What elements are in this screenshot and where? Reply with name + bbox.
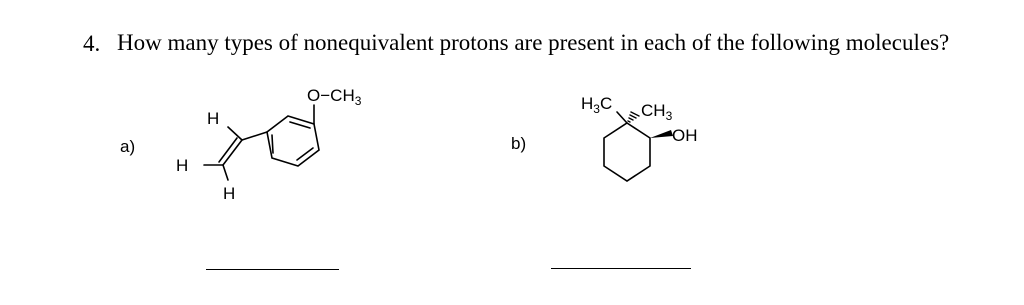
methyl-bond-left (617, 112, 627, 123)
molecule-b-structure (570, 88, 750, 198)
molecule-a-structure (160, 78, 400, 208)
methoxy-label: $O-CH_3$ (307, 86, 362, 108)
atom-h-bottom: H (223, 184, 236, 203)
h3c-label: $H_3C$ (581, 94, 613, 116)
vinyl-bond-h-top (228, 127, 242, 140)
vinyl-attach-bond (242, 132, 267, 140)
oh-label: OH (672, 126, 698, 145)
ring-double-bond-2 (297, 148, 313, 160)
answer-line-b (551, 268, 691, 269)
ring-double-bond-3 (272, 135, 273, 153)
solid-wedge-bond (650, 130, 673, 138)
part-a-label: a) (120, 137, 136, 156)
part-b-label: b) (511, 134, 527, 153)
question-text: How many types of nonequivalent protons are present in each of the following molecules? (117, 30, 950, 55)
hashed-wedge-bond (628, 112, 639, 122)
question-number: 4. (83, 31, 101, 56)
ch3-label: $CH_3$ (641, 101, 673, 123)
atom-h-left: H (176, 156, 189, 175)
vinyl-bond-h-bottom (223, 165, 228, 180)
atom-h-top: H (207, 109, 220, 128)
cyclohexane-ring (604, 123, 650, 181)
answer-line-a (206, 269, 339, 270)
ring-double-bond-1 (290, 122, 310, 128)
